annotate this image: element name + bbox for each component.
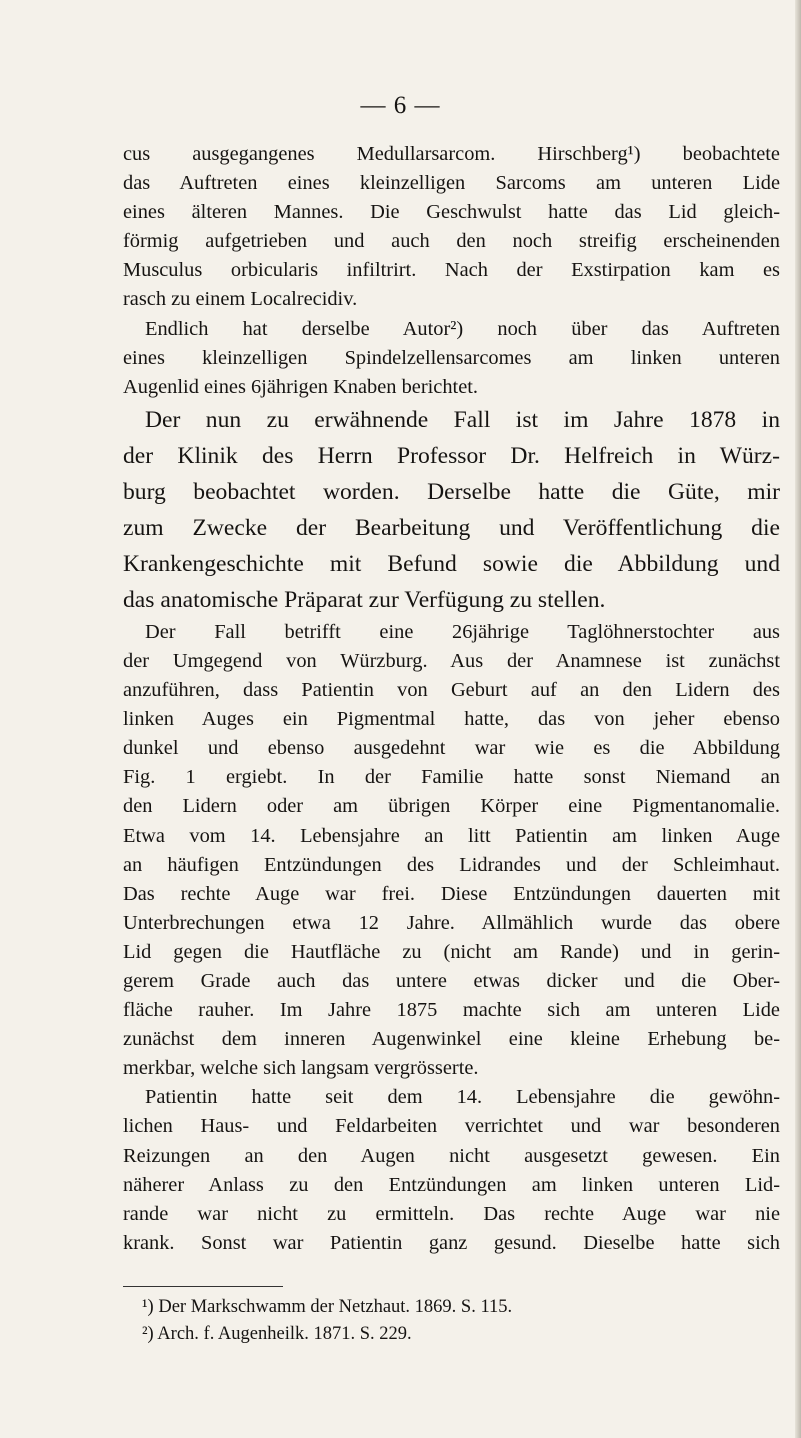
text-line: burg beobachtet worden. Derselbe hatte die Güte, mir	[123, 478, 780, 505]
text-line: dunkel und ebenso ausgedehnt war wie es die Abbildung	[123, 737, 780, 760]
text-line: gerem Grade auch das untere etwas dicker und die Ober-	[123, 969, 780, 992]
text-line: zunächst dem inneren Augenwinkel eine kleine Erhebung be-	[123, 1028, 780, 1051]
text-line: den Lidern oder am übrigen Körper eine Pigmentanomalie.	[123, 795, 780, 818]
text-line: der Klinik des Herrn Professor Dr. Helfreich in Würz-	[123, 442, 780, 469]
footnote: ¹) Der Markschwamm der Netzhaut. 1869. S. 115.	[142, 1297, 513, 1317]
text-line: Fig. 1 ergiebt. In der Familie hatte sonst Niemand an	[123, 766, 780, 789]
text-line: anzuführen, dass Patientin von Geburt auf an den Lidern des	[123, 679, 780, 702]
text-line: Der nun zu erwähnende Fall ist im Jahre 1878 in	[145, 406, 780, 433]
text-line: fläche rauher. Im Jahre 1875 machte sich am unteren Lide	[123, 999, 780, 1022]
text-line: Lid gegen die Hautfläche zu (nicht am Rande) und in gerin-	[123, 940, 780, 963]
text-line: förmig aufgetrieben und auch den noch streifig erscheinenden	[123, 230, 780, 253]
text-line: cus ausgegangenes Medullarsarcom. Hirschberg¹) beobachtete	[123, 143, 780, 165]
text-line: krank. Sonst war Patientin ganz gesund. Dieselbe hatte sich	[123, 1231, 780, 1254]
text-line: das anatomische Präparat zur Verfügung zu stellen.	[123, 586, 606, 613]
text-line: Musculus orbicularis infiltrirt. Nach der Exstirpation kam es	[123, 259, 780, 282]
text-line: rande war nicht zu ermitteln. Das rechte Auge war nie	[123, 1202, 780, 1225]
text-line: eines älteren Mannes. Die Geschwulst hatte das Lid gleich-	[123, 201, 780, 224]
text-line: merkbar, welche sich langsam vergrösserte.	[123, 1057, 479, 1080]
text-line: eines kleinzelligen Spindelzellensarcomes am linken unteren	[123, 346, 780, 369]
text-line: der Umgegend von Würzburg. Aus der Anamnese ist zunächst	[123, 649, 780, 672]
text-line: Etwa vom 14. Lebensjahre an litt Patientin am linken Auge	[123, 824, 780, 847]
text-line: Reizungen an den Augen nicht ausgesetzt gewesen. Ein	[123, 1144, 780, 1167]
page-edge-shadow	[795, 0, 801, 1438]
text-line: linken Auges ein Pigmentmal hatte, das von jeher ebenso	[123, 708, 780, 731]
footnote: ²) Arch. f. Augenheilk. 1871. S. 229.	[142, 1324, 412, 1344]
text-line: lichen Haus- und Feldarbeiten verrichtet und war besonderen	[123, 1115, 780, 1138]
page-number: — 6 —	[360, 92, 441, 119]
text-line: Krankengeschichte mit Befund sowie die Abbildung und	[123, 550, 780, 577]
body-text	[123, 140, 780, 1258]
footnotes	[123, 1294, 512, 1348]
footnote-rule	[123, 1286, 283, 1287]
text-line: Patientin hatte seit dem 14. Lebensjahre die gewöhn-	[145, 1086, 780, 1109]
text-line: Endlich hat derselbe Autor²) noch über das Auftreten	[145, 317, 780, 340]
text-line: Der Fall betrifft eine 26jährige Taglöhnerstochter aus	[145, 620, 780, 643]
text-line: das Auftreten eines kleinzelligen Sarcoms am unteren Lide	[123, 172, 780, 195]
text-line: näherer Anlass zu den Entzündungen am linken unteren Lid-	[123, 1173, 780, 1196]
text-line: an häufigen Entzündungen des Lidrandes und der Schleimhaut.	[123, 853, 780, 876]
text-line: Unterbrechungen etwa 12 Jahre. Allmählich wurde das obere	[123, 911, 780, 934]
text-line: rasch zu einem Localrecidiv.	[123, 288, 358, 311]
text-line: Augenlid eines 6jährigen Knaben berichtet.	[123, 375, 479, 398]
text-line: zum Zwecke der Bearbeitung und Veröffentlichung die	[123, 514, 780, 541]
text-line: Das rechte Auge war frei. Diese Entzündungen dauerten mit	[123, 882, 780, 905]
